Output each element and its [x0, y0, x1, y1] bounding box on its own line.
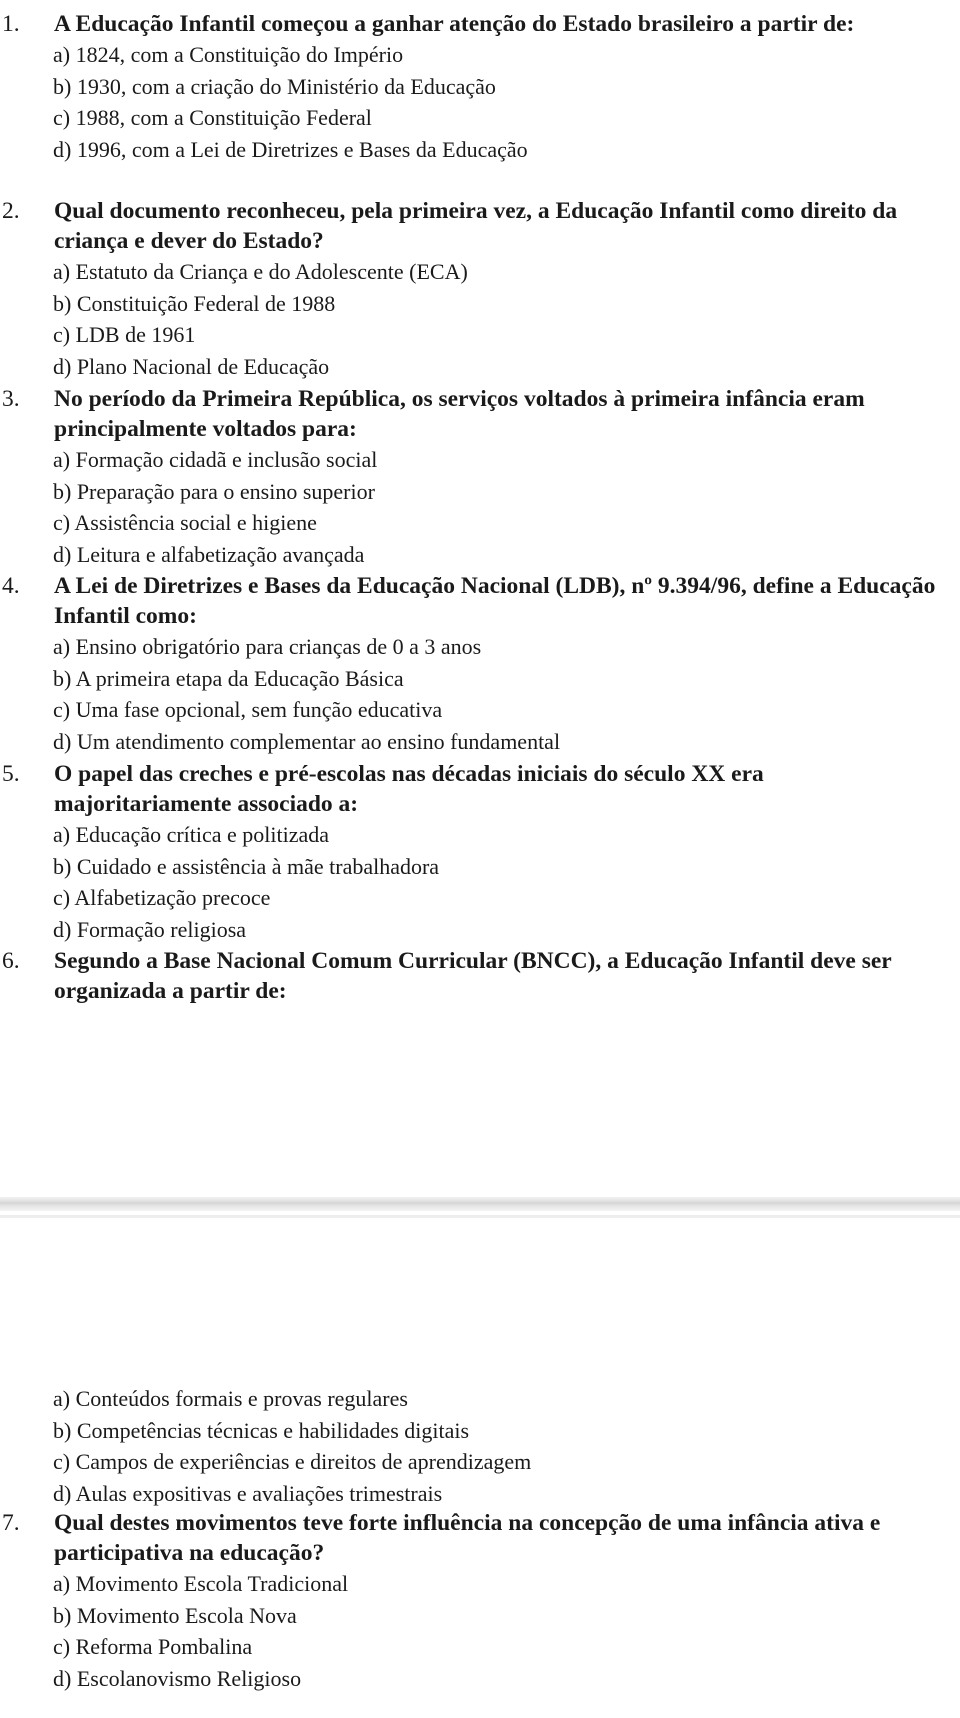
question-2: [0, 196, 960, 382]
question-text: O papel das creches e pré-escolas nas décadas iniciais do século XX era majoritariamente associado a:: [54, 761, 764, 817]
question-7: [0, 1508, 960, 1694]
option-d: d) Aulas expositivas e avaliações trimestrais: [53, 1480, 443, 1506]
question-3: [0, 384, 960, 570]
question-5: [0, 759, 960, 945]
question-stem: [0, 9, 960, 39]
page-divider-line: [0, 1215, 960, 1218]
question-text: Qual destes movimentos teve forte influência na concepção de uma infância ativa e participativa na educação?: [54, 1510, 881, 1566]
option-d: d) Plano Nacional de Educação: [53, 353, 330, 379]
option-b: b) Movimento Escola Nova: [53, 1602, 297, 1628]
options-list: [0, 444, 960, 570]
question-text: Qual documento reconheceu, pela primeira vez, a Educação Infantil como direito da criança e dever do Estado?: [54, 198, 898, 254]
option-c: c) Campos de experiências e direitos de aprendizagem: [53, 1449, 532, 1474]
option-d: d) 1996, com a Lei de Diretrizes e Bases da Educação: [53, 136, 528, 162]
options-list: [0, 631, 960, 757]
options-list: [0, 39, 960, 165]
option-c: c) 1988, com a Constituição Federal: [53, 105, 372, 130]
option-a: a) Conteúdos formais e provas regulares: [53, 1386, 408, 1411]
options-list: [0, 1383, 960, 1509]
page-divider: [0, 1197, 960, 1211]
option-b: b) Competências técnicas e habilidades digitais: [53, 1417, 470, 1443]
option-d: d) Formação religiosa: [53, 916, 247, 942]
question-number: 1.: [2, 11, 20, 37]
question-4: [0, 571, 960, 757]
question-number: 2.: [2, 198, 20, 224]
question-stem: [0, 1508, 960, 1568]
option-a: a) Movimento Escola Tradicional: [53, 1571, 349, 1596]
option-a: a) Estatuto da Criança e do Adolescente (ECA): [53, 259, 468, 284]
question-stem: [0, 759, 960, 819]
options-list: [0, 1568, 960, 1694]
question-number: 4.: [2, 573, 20, 599]
question-stem: [0, 384, 960, 444]
option-d: d) Um atendimento complementar ao ensino fundamental: [53, 728, 561, 754]
option-c: c) LDB de 1961: [53, 322, 196, 347]
option-a: a) Ensino obrigatório para crianças de 0 a 3 anos: [53, 634, 482, 659]
option-b: b) 1930, com a criação do Ministério da Educação: [53, 73, 496, 99]
question-text: No período da Primeira República, os serviços voltados à primeira infância eram principalmente voltados para:: [54, 386, 865, 442]
option-b: b) Preparação para o ensino superior: [53, 478, 375, 504]
option-d: d) Escolanovismo Religioso: [53, 1665, 302, 1691]
option-b: b) Cuidado e assistência à mãe trabalhadora: [53, 853, 440, 879]
option-c: c) Reforma Pombalina: [53, 1634, 253, 1659]
question-stem: [0, 946, 960, 1006]
question-number: 7.: [2, 1510, 20, 1536]
question-1: [0, 9, 960, 165]
options-list: [0, 819, 960, 945]
question-text: A Lei de Diretrizes e Bases da Educação Nacional (LDB), nº 9.394/96, define a Educação Infantil como:: [54, 573, 936, 629]
option-b: b) Constituição Federal de 1988: [53, 290, 336, 316]
option-d: d) Leitura e alfabetização avançada: [53, 541, 365, 567]
question-6: [0, 946, 960, 1006]
question-6-options: [0, 1383, 960, 1509]
option-c: c) Assistência social e higiene: [53, 510, 317, 535]
question-number: 6.: [2, 948, 20, 974]
options-list: [0, 256, 960, 382]
option-a: a) 1824, com a Constituição do Império: [53, 42, 404, 67]
question-text: A Educação Infantil começou a ganhar atenção do Estado brasileiro a partir de:: [54, 11, 855, 37]
question-stem: [0, 196, 960, 256]
option-b: b) A primeira etapa da Educação Básica: [53, 665, 404, 691]
option-c: c) Alfabetização precoce: [53, 885, 271, 910]
question-stem: [0, 571, 960, 631]
option-a: a) Formação cidadã e inclusão social: [53, 447, 378, 472]
option-c: c) Uma fase opcional, sem função educativa: [53, 697, 443, 722]
question-text: Segundo a Base Nacional Comum Curricular (BNCC), a Educação Infantil deve ser organizada a partir de:: [54, 948, 892, 1004]
question-number: 3.: [2, 386, 20, 412]
question-number: 5.: [2, 761, 20, 787]
option-a: a) Educação crítica e politizada: [53, 822, 330, 847]
